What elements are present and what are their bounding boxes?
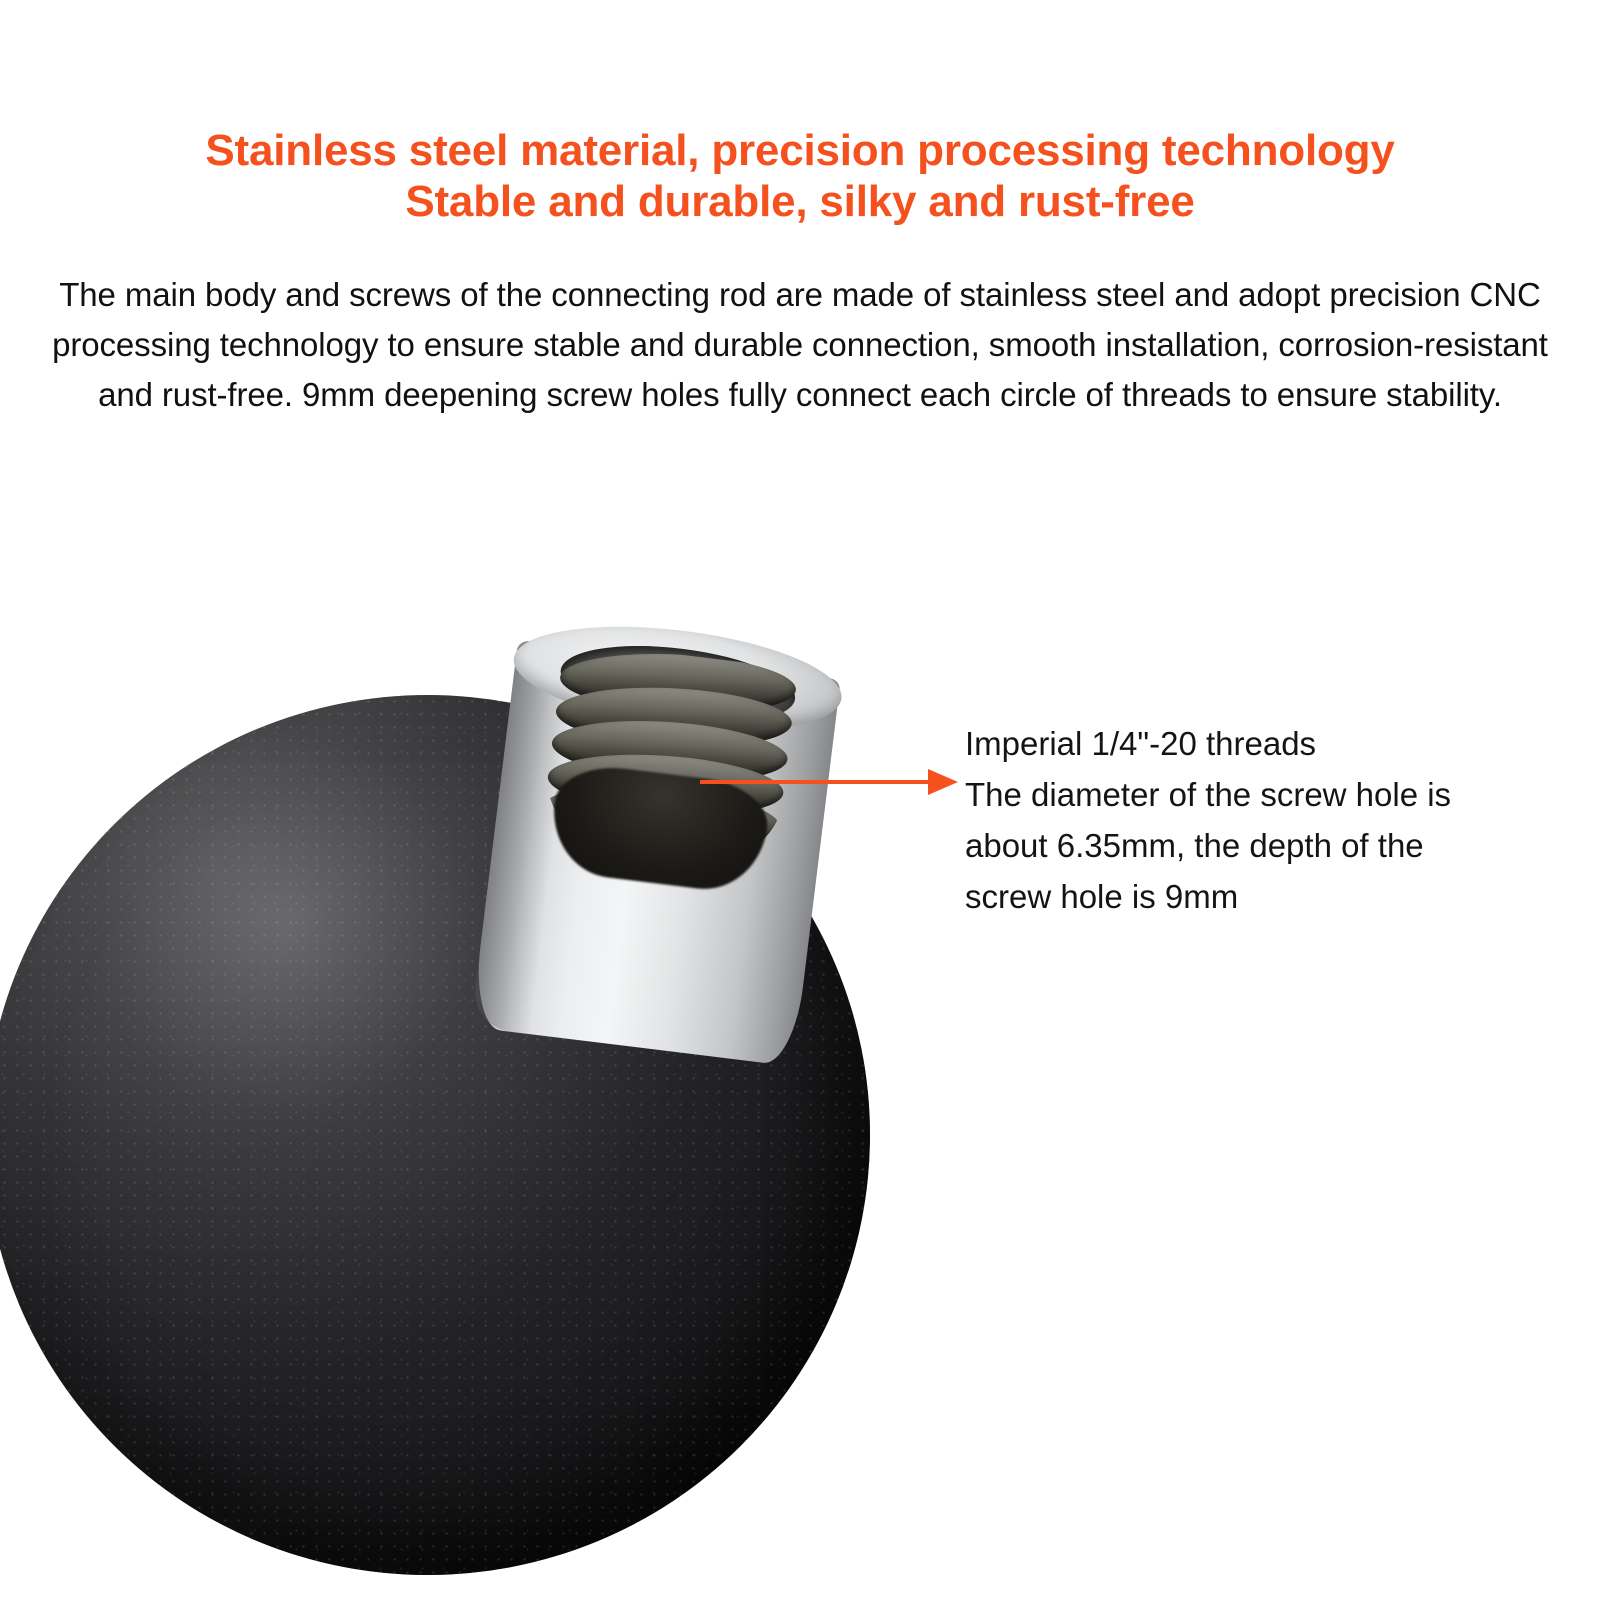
headline-line-2: Stable and durable, silky and rust-free — [405, 177, 1195, 227]
arrow-line — [700, 780, 935, 784]
product-photo — [0, 560, 1000, 1600]
arrow-head — [928, 769, 958, 795]
body-paragraph: The main body and screws of the connecting rod are made of stainless steel and adopt precision CNC processing technology to ensure stable and durable connection, smooth installation, corrosion-resistant and rust-free. 9mm deepening screw holes fully connect each circle of threads to ensure stability. — [52, 276, 1548, 414]
callout-text — [965, 718, 1565, 923]
page-title — [0, 125, 1600, 227]
callout-line-1: Imperial 1/4"-20 threads — [965, 725, 1317, 762]
callout-arrow-icon — [700, 765, 965, 799]
callout-line-4: screw hole is 9mm — [965, 878, 1239, 916]
threaded-stud-image — [432, 600, 890, 1067]
headline-line-1: Stainless steel material, precision processing technology — [205, 126, 1395, 175]
callout-line-2: The diameter of the screw hole is — [965, 776, 1452, 814]
callout-line-3: about 6.35mm, the depth of the — [965, 827, 1424, 865]
